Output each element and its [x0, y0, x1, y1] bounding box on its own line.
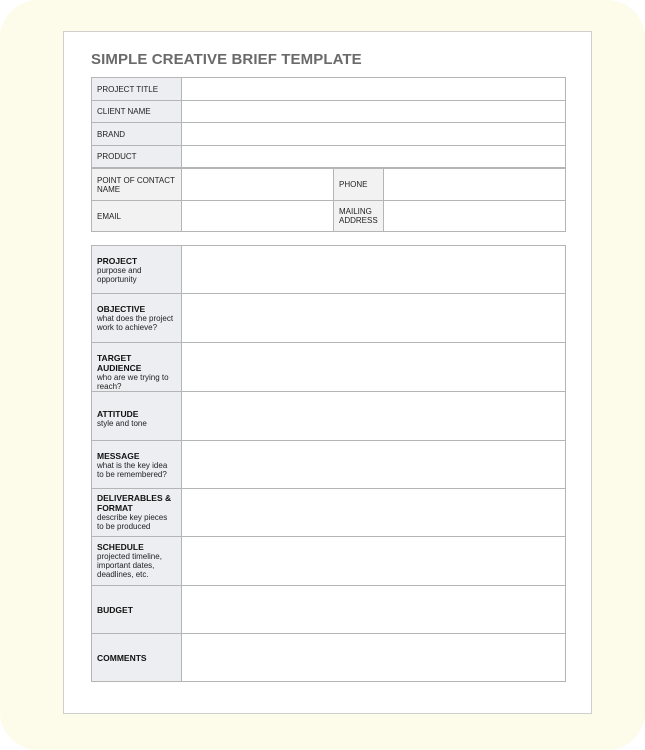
message-section-field[interactable] [182, 441, 566, 489]
section-subtext: describe key pieces to be produced [97, 513, 168, 531]
budget-section-field[interactable] [182, 586, 566, 634]
brand-field[interactable] [182, 123, 566, 146]
section-heading: BUDGET [97, 604, 133, 615]
attitude-section-label [92, 392, 182, 441]
table-row [92, 392, 566, 441]
section-heading: TARGET AUDIENCE [97, 353, 142, 373]
email-label: EMAIL [92, 201, 182, 232]
schedule-section-field[interactable] [182, 537, 566, 586]
attitude-section-field[interactable] [182, 392, 566, 441]
table-row [92, 101, 566, 123]
section-heading: COMMENTS [97, 652, 147, 663]
target-audience-section-label [92, 343, 182, 392]
mailing-address-label: MAILING ADDRESS [334, 201, 384, 232]
table-row [92, 586, 566, 634]
target-audience-section-field[interactable] [182, 343, 566, 392]
objective-section-label [92, 294, 182, 343]
mailing-address-field[interactable] [384, 201, 566, 232]
section-subtext: who are we trying to reach? [97, 373, 169, 391]
point-of-contact-label: POINT OF CONTACT NAME [92, 169, 182, 201]
project-section-field[interactable] [182, 246, 566, 294]
table-row [92, 343, 566, 392]
comments-section-label [92, 634, 182, 682]
section-subtext: style and tone [97, 419, 147, 428]
product-label: PRODUCT [92, 146, 182, 168]
client-name-label: CLIENT NAME [92, 101, 182, 123]
section-heading: ATTITUDE [97, 409, 139, 419]
product-field[interactable] [182, 146, 566, 168]
phone-label: PHONE [334, 169, 384, 201]
contact-table [91, 168, 566, 232]
table-row [92, 146, 566, 168]
table-row [92, 537, 566, 586]
section-subtext: projected timeline, important dates, deadlines, etc. [97, 552, 162, 579]
section-heading: DELIVERABLES & FORMAT [97, 493, 172, 513]
section-heading: OBJECTIVE [97, 304, 146, 314]
project-section-label [92, 246, 182, 294]
table-row [92, 201, 566, 232]
brief-sections-table [91, 245, 566, 682]
section-subtext: what is the key idea to be remembered? [97, 461, 168, 479]
message-section-label [92, 441, 182, 489]
section-subtext: purpose and opportunity [97, 266, 142, 284]
budget-section-label [92, 586, 182, 634]
section-heading: SCHEDULE [97, 542, 144, 552]
point-of-contact-field[interactable] [182, 169, 334, 201]
deliverables-section-field[interactable] [182, 489, 566, 537]
table-row [92, 169, 566, 201]
section-heading: MESSAGE [97, 451, 140, 461]
table-row [92, 634, 566, 682]
section-heading: PROJECT [97, 256, 138, 266]
table-row [92, 246, 566, 294]
document-title: SIMPLE CREATIVE BRIEF TEMPLATE [91, 51, 362, 68]
comments-section-field[interactable] [182, 634, 566, 682]
schedule-section-label [92, 537, 182, 586]
project-info-table [91, 77, 566, 168]
table-row [92, 441, 566, 489]
table-row [92, 294, 566, 343]
deliverables-section-label [92, 489, 182, 537]
project-title-field[interactable] [182, 78, 566, 101]
table-row [92, 123, 566, 146]
section-subtext: what does the project work to achieve? [97, 314, 174, 332]
objective-section-field[interactable] [182, 294, 566, 343]
email-field[interactable] [182, 201, 334, 232]
project-title-label: PROJECT TITLE [92, 78, 182, 101]
table-row [92, 489, 566, 537]
client-name-field[interactable] [182, 101, 566, 123]
brand-label: BRAND [92, 123, 182, 146]
document-sheet [63, 31, 592, 714]
table-row [92, 78, 566, 101]
phone-field[interactable] [384, 169, 566, 201]
